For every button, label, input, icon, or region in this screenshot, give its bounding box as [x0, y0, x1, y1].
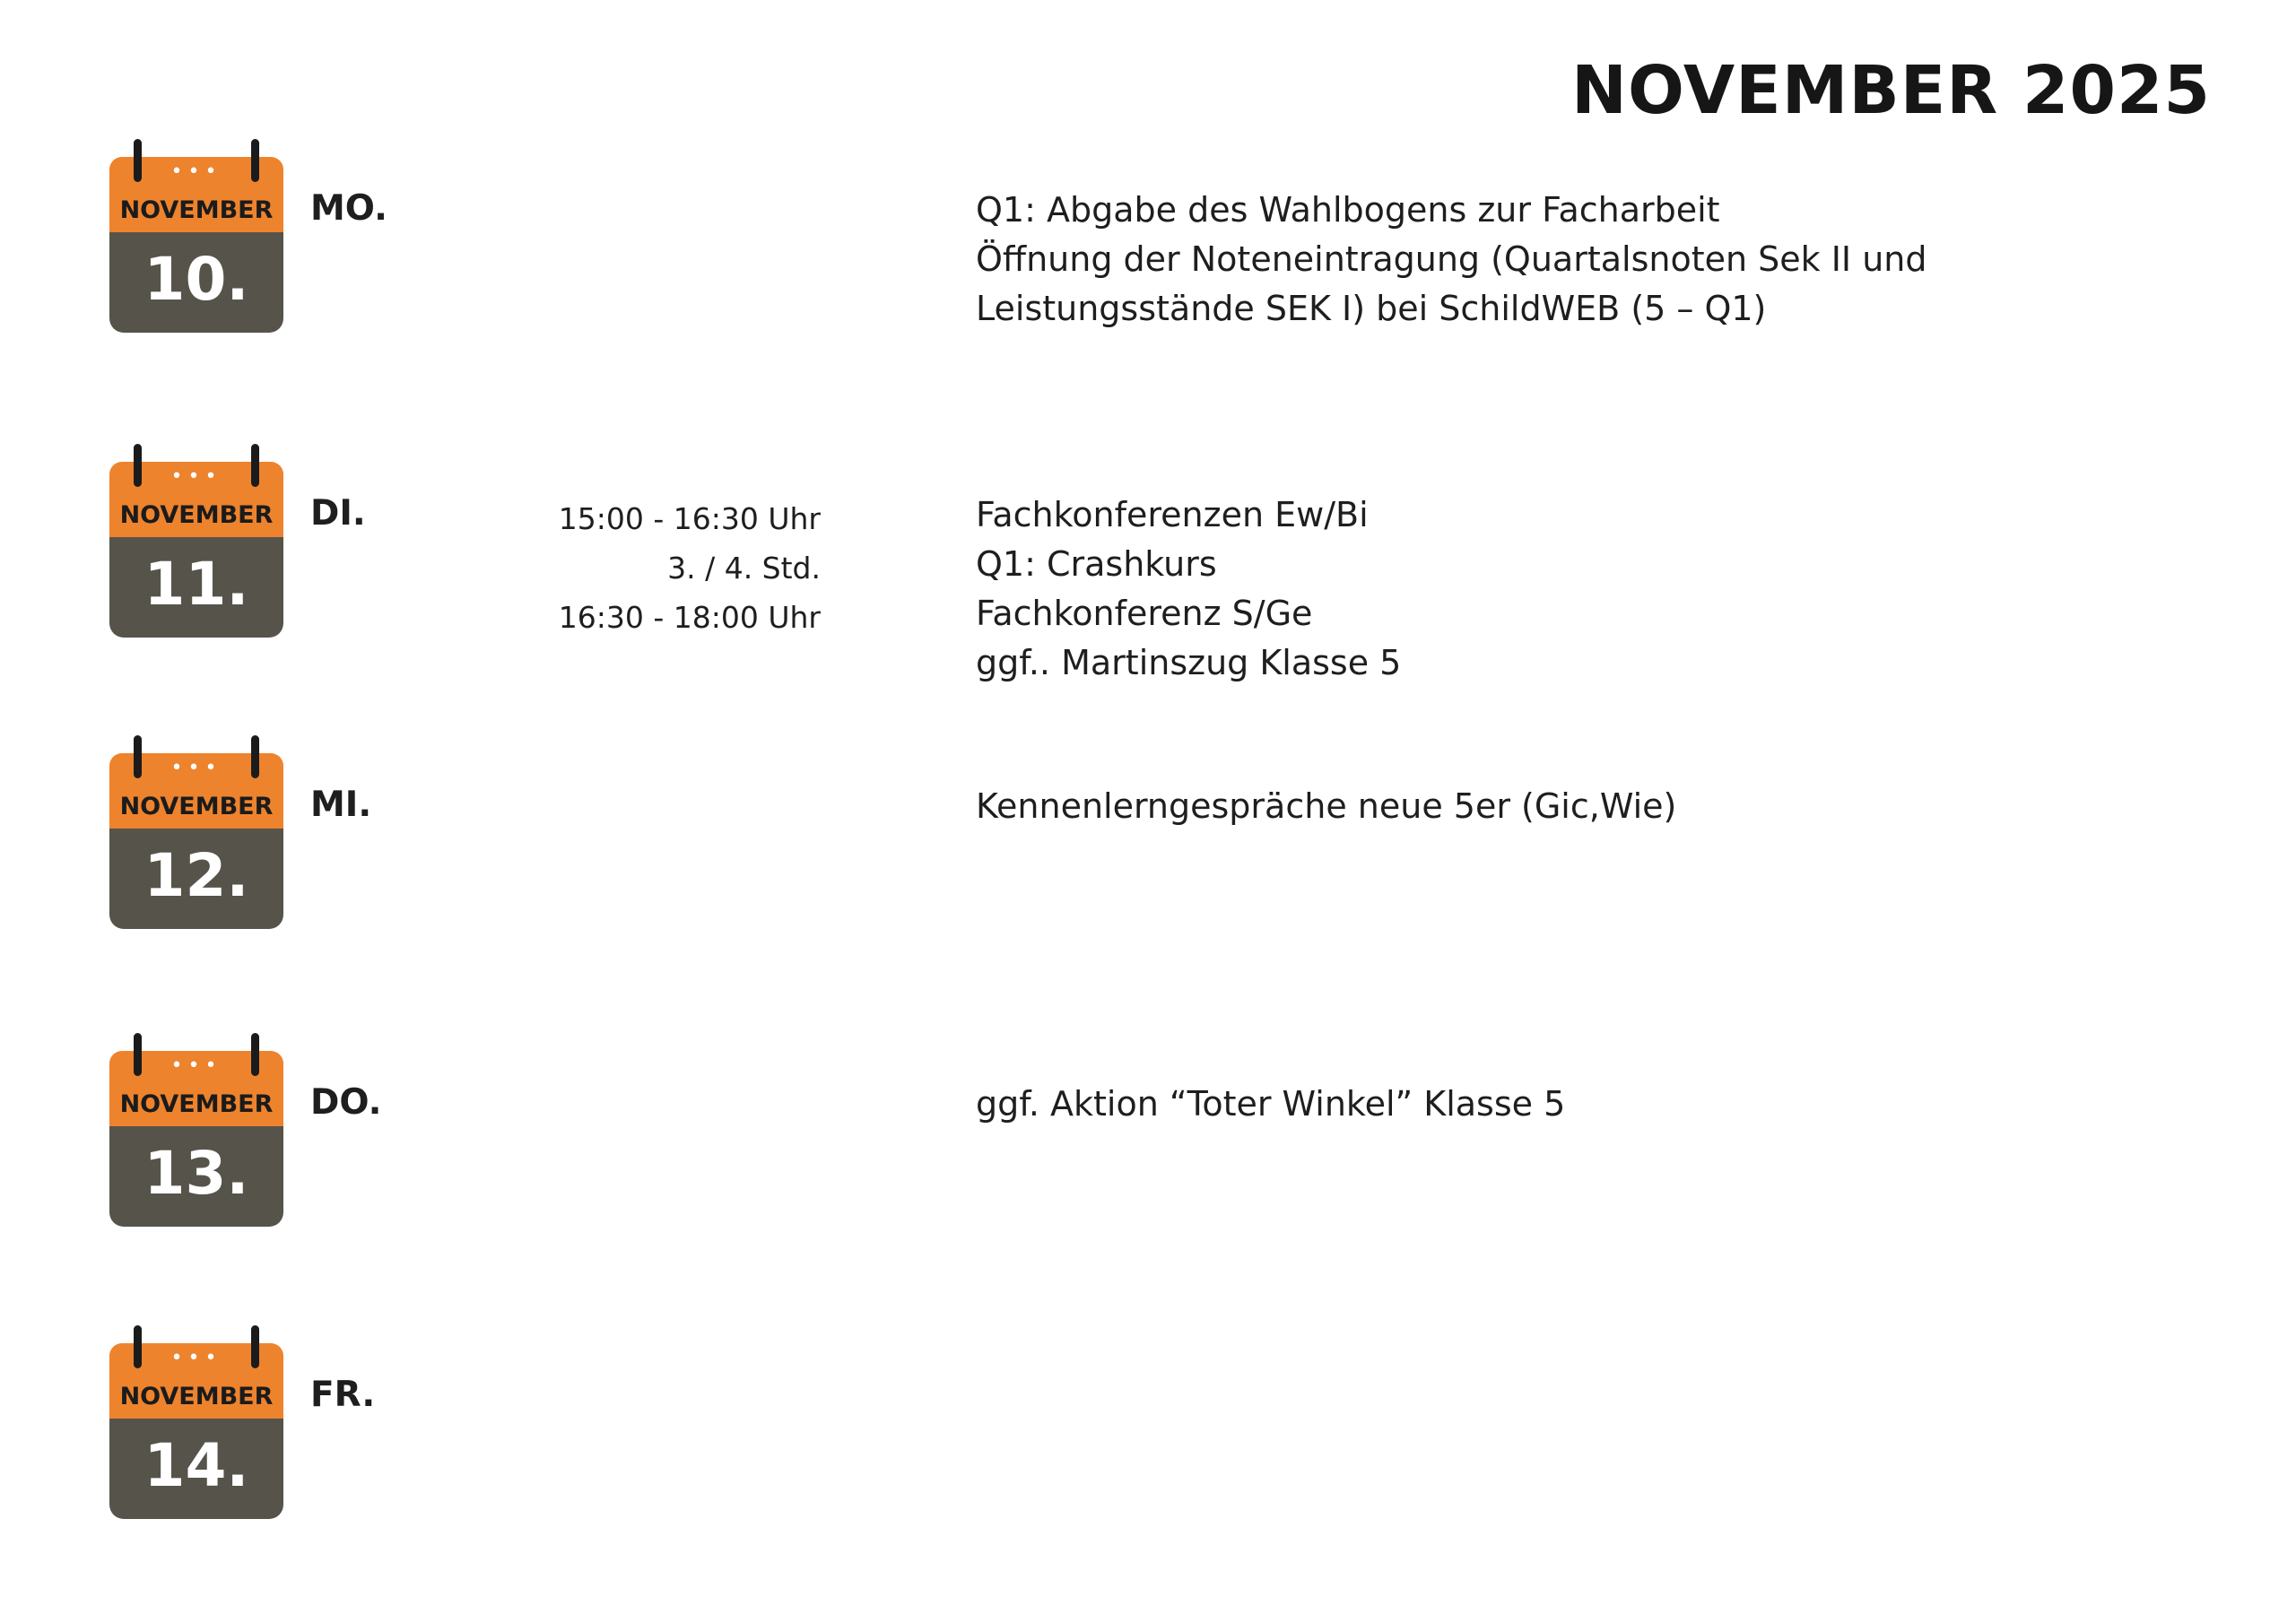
calendar-dots-icon: ••• [170, 465, 222, 488]
time-list [559, 494, 821, 642]
calendar-day-number: 10. [144, 245, 249, 314]
calendar-day-number: 14. [144, 1431, 249, 1500]
time-item: 15:00 - 16:30 Uhr [558, 501, 821, 536]
weekday-label: DI. [310, 493, 366, 534]
calendar-icon [109, 1033, 283, 1227]
calendar-month: NOVEMBER [119, 196, 274, 224]
weekday-label: MI. [310, 785, 372, 825]
calendar-icon [109, 444, 283, 638]
calendar-day-number: 13. [144, 1139, 249, 1208]
calendar-dots-icon: ••• [170, 1055, 222, 1077]
page-title: NOVEMBER 2025 [1571, 52, 2211, 129]
event-list [976, 1080, 1565, 1129]
event-list [976, 186, 1927, 334]
event-list [976, 490, 1401, 688]
weekday-label: DO. [310, 1082, 382, 1123]
calendar-month: NOVEMBER [119, 501, 274, 529]
event-item: Kennenlerngespräche neue 5er (Gic,Wie) [976, 786, 1677, 826]
event-item: Fachkonferenz S/Ge [976, 594, 1313, 633]
event-item: ggf. Aktion “Toter Winkel” Klasse 5 [976, 1084, 1566, 1124]
calendar-day-number: 11. [144, 550, 249, 619]
event-item: Q1: Crashkurs [976, 544, 1217, 584]
event-list [976, 782, 1676, 831]
calendar-dots-icon: ••• [170, 161, 222, 183]
calendar-icon [109, 735, 283, 929]
calendar-month: NOVEMBER [119, 793, 274, 820]
weekday-label: FR. [310, 1375, 376, 1415]
event-item: ggf.. Martinszug Klasse 5 [976, 643, 1402, 682]
calendar-icon [109, 139, 283, 333]
weekday-label: MO. [310, 188, 387, 229]
calendar-day-number: 12. [144, 841, 249, 910]
calendar-month: NOVEMBER [119, 1383, 274, 1410]
time-item: 3. / 4. Std. [667, 551, 821, 586]
event-item: Leistungsstände SEK I) bei SchildWEB (5 – Q1) [976, 289, 1767, 328]
time-item: 16:30 - 18:00 Uhr [558, 600, 821, 635]
calendar-dots-icon: ••• [170, 1347, 222, 1369]
event-item: Fachkonferenzen Ew/Bi [976, 495, 1369, 534]
calendar-icon [109, 1325, 283, 1519]
event-item: Q1: Abgabe des Wahlbogens zur Facharbeit [976, 190, 1720, 230]
calendar-month: NOVEMBER [119, 1090, 274, 1118]
event-item: Öffnung der Noteneintragung (Quartalsnoten Sek II und [976, 239, 1927, 279]
calendar-dots-icon: ••• [170, 757, 222, 779]
